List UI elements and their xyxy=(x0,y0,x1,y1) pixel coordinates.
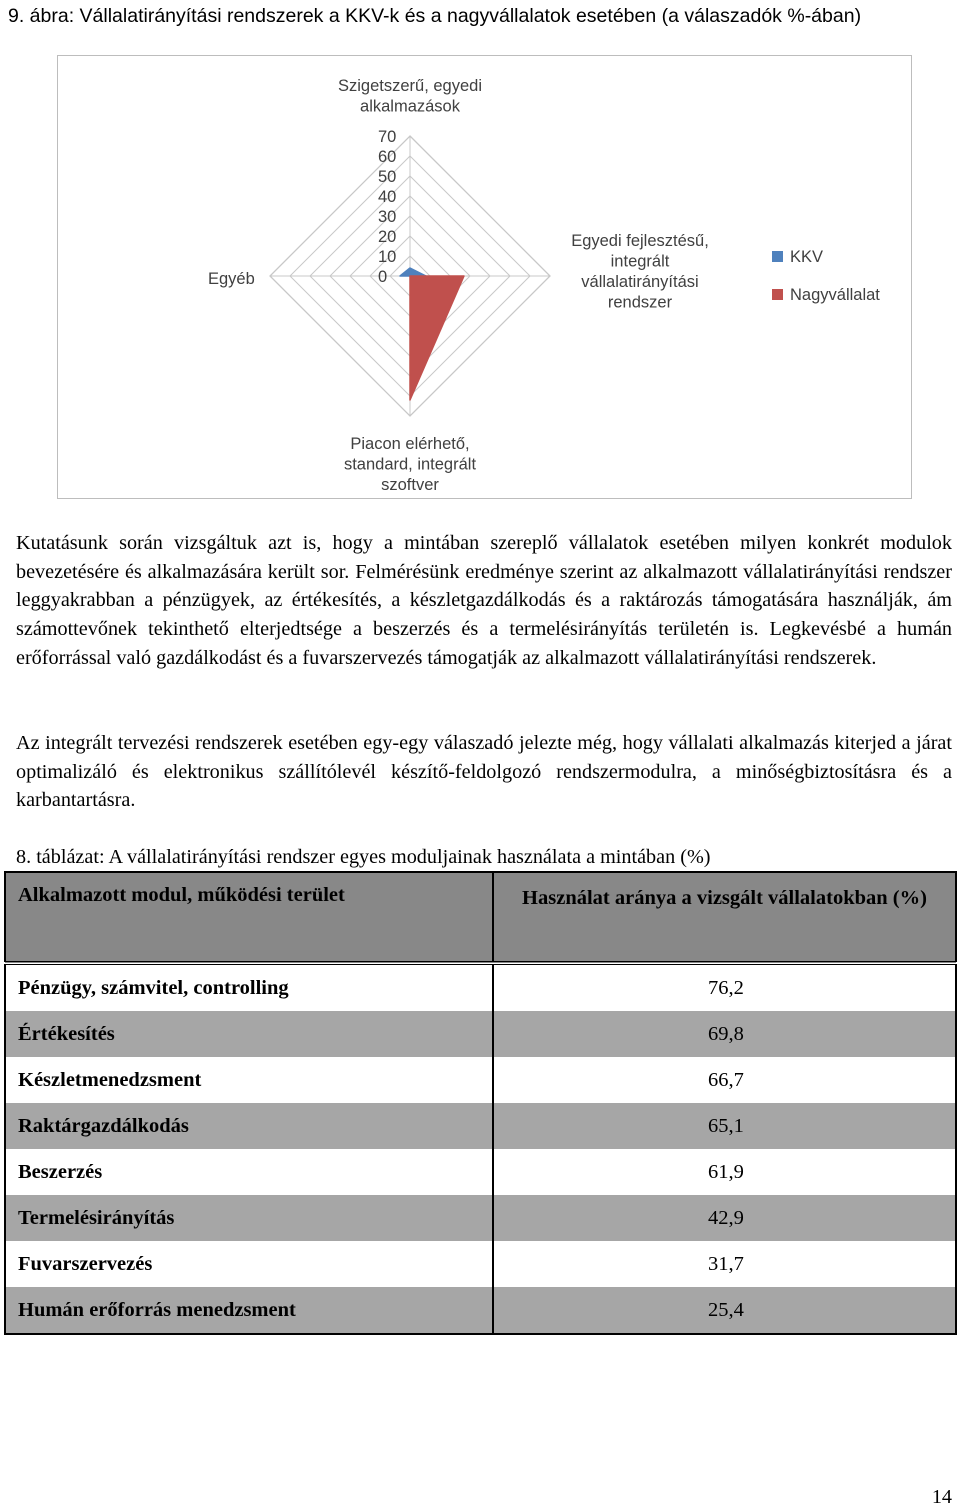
table-caption: 8. táblázat: A vállalatirányítási rendszer egyes moduljainak használata a mintában (%) xyxy=(16,846,711,868)
series-kkv-area xyxy=(400,268,426,276)
usage-value: 42,9 xyxy=(493,1195,956,1241)
tick-label: 10 xyxy=(378,248,397,266)
tick-label: 20 xyxy=(378,228,397,246)
table-row xyxy=(5,1149,956,1195)
module-name: Humán erőforrás menedzsment xyxy=(5,1287,493,1334)
tick-label: 50 xyxy=(378,168,397,186)
table-row xyxy=(5,1195,956,1241)
module-name: Termelésirányítás xyxy=(5,1195,493,1241)
axis-label-bottom: Piacon elérhető, standard, integrált szoftver xyxy=(343,435,477,494)
legend-swatch-nagyvállalat xyxy=(772,289,783,300)
header-module: Alkalmazott modul, működési terület xyxy=(5,872,493,963)
usage-value: 76,2 xyxy=(493,963,956,1011)
figure-caption: 9. ábra: Vállalatirányítási rendszerek a KKV-k és a nagyvállalatok esetében (a válaszadók %-ában) xyxy=(8,5,862,27)
legend-label-kkv: KKV xyxy=(790,248,824,266)
module-name: Értékesítés xyxy=(5,1011,493,1057)
usage-value: 66,7 xyxy=(493,1057,956,1103)
tick-label: 70 xyxy=(378,128,397,146)
module-name: Raktárgazdálkodás xyxy=(5,1103,493,1149)
usage-value: 25,4 xyxy=(493,1287,956,1334)
axis-label-right: Egyedi fejlesztésű, integrált vállalatirányítási rendszer xyxy=(571,232,709,312)
paragraph-modules: Kutatásunk során vizsgáltuk azt is, hogy a mintában szereplő vállalatok esetében milyen konkrét modulok bevezetésére és alkalmazására került sor. Felmérésünk eredménye szerint az alkalmazott vállalatirányítási rendszer leggyakrabban a pénzügyek, az értékesítés, a készletgazdálkodás és a raktározás támogatására használják, ám számottevőnek tekinthető elterjedtsége a beszerzés és a termelésirányítás területén is. Legkevésbé a humán erőforrással való gazdálkodást és a fuvarszervezés támogatják az alkalmazott vállalatirányítási rendszerek. xyxy=(16,532,952,669)
module-name: Pénzügy, számvitel, controlling xyxy=(5,963,493,1011)
table-row xyxy=(5,1057,956,1103)
page-number: 14 xyxy=(931,1486,952,1508)
series-nagyvállalat-area xyxy=(410,276,464,400)
usage-value: 61,9 xyxy=(493,1149,956,1195)
modules-table xyxy=(4,871,957,1335)
legend-label-nagyvállalat: Nagyvállalat xyxy=(790,286,880,304)
usage-value: 65,1 xyxy=(493,1103,956,1149)
table-header-row xyxy=(5,872,956,963)
usage-value: 31,7 xyxy=(493,1241,956,1287)
tick-label: 30 xyxy=(378,208,397,226)
tick-label: 0 xyxy=(378,268,388,286)
module-name: Készletmenedzsment xyxy=(5,1057,493,1103)
table-row xyxy=(5,1011,956,1057)
tick-label: 60 xyxy=(378,148,397,166)
radar-chart-svg xyxy=(58,56,912,499)
radar-chart xyxy=(57,55,912,499)
header-usage-rate: Használat aránya a vizsgált vállalatokban (%) xyxy=(493,872,956,963)
module-name: Fuvarszervezés xyxy=(5,1241,493,1287)
axis-label-top: Szigetszerű, egyedi alkalmazások xyxy=(338,77,482,116)
table-row xyxy=(5,1287,956,1334)
table-row xyxy=(5,963,956,1011)
paragraph-integrated-systems: Az integrált tervezési rendszerek esetében egy-egy válaszadó jelezte még, hogy vállalati alkalmazás kiterjed a járat optimalizáló és elektronikus szállítólevél készítő-feldolgozó rendszermodulra, a minőségbiztosításra és a karbantartásra. xyxy=(16,732,952,812)
usage-value: 69,8 xyxy=(493,1011,956,1057)
legend-swatch-kkv xyxy=(772,251,783,262)
table-row xyxy=(5,1103,956,1149)
module-name: Beszerzés xyxy=(5,1149,493,1195)
table-row xyxy=(5,1241,956,1287)
tick-label: 40 xyxy=(378,188,397,206)
axis-label-left: Egyéb xyxy=(208,270,255,288)
